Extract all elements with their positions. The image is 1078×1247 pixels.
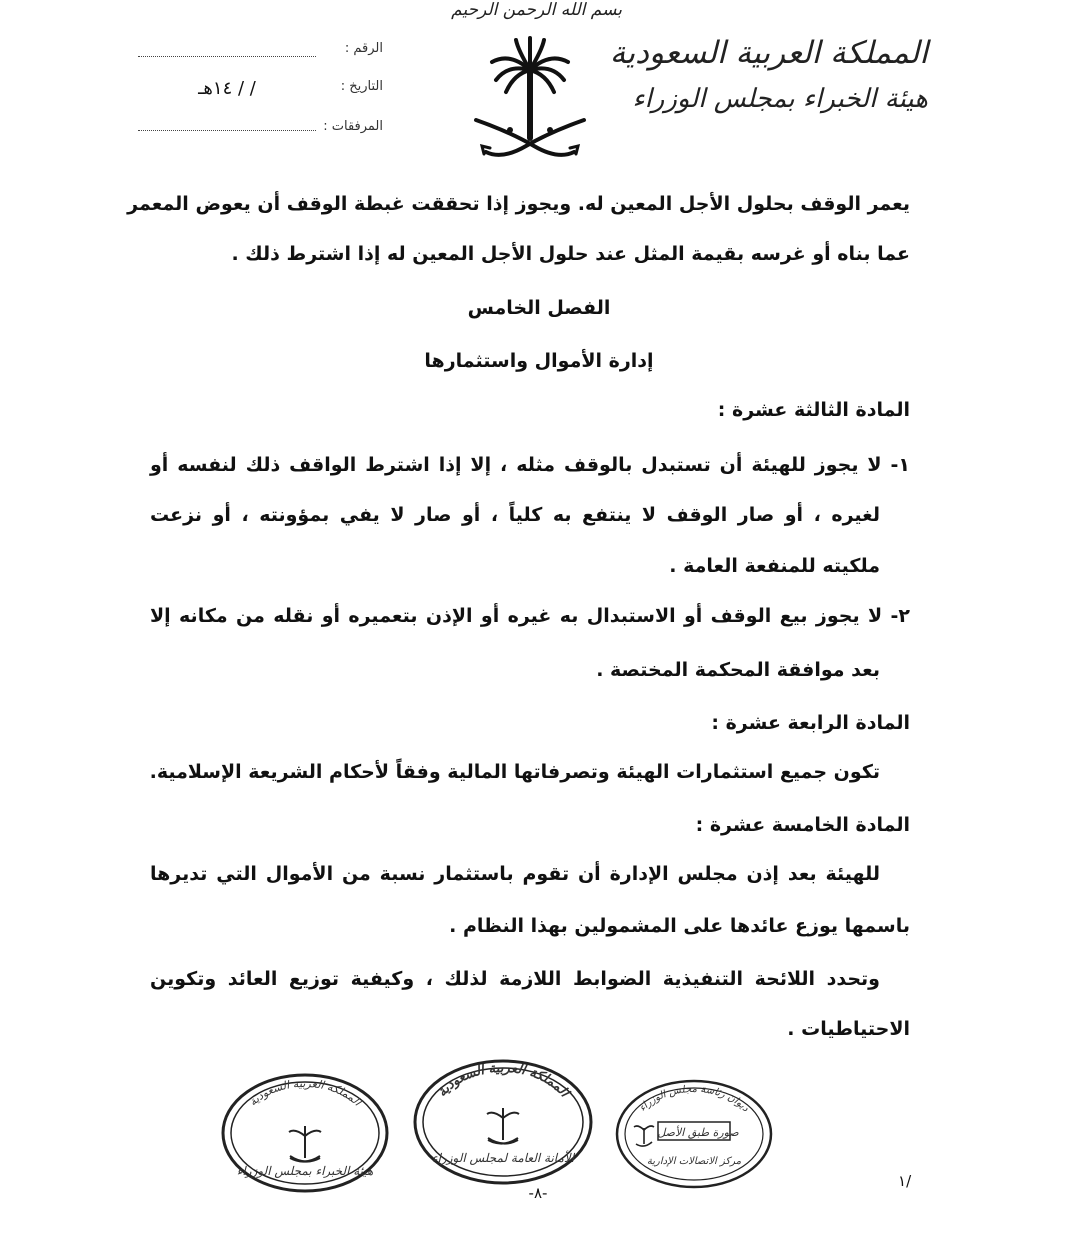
article-13-item-2-line: بعد موافقة المحكمة المختصة . (596, 659, 880, 681)
stamp-left-outer-text: المملكة العربية السعودية (246, 1076, 364, 1109)
stamp-middle-inner-text: الأمانة العامة لمجلس الوزراء (431, 1151, 575, 1165)
date-label: التاريخ : (340, 79, 383, 94)
article-15-para-2-line: الاحتياطيات . (787, 1018, 910, 1040)
attachments-line (138, 130, 316, 131)
chapter-subtitle: إدارة الأموال واستثمارها (424, 350, 654, 372)
reference-number-line (138, 56, 316, 57)
body-line: عما بناه أو غرسه بقيمة المثل عند حلول الأجل المعين له إذا اشترط ذلك . (231, 243, 910, 265)
stamp-general-secretariat (412, 1058, 594, 1186)
article-13-heading: المادة الثالثة عشرة : (717, 399, 910, 421)
palm-icon (289, 1126, 321, 1162)
date-value: / / ١٤هـ (198, 78, 256, 99)
attachments-label: المرفقات : (323, 119, 383, 134)
article-15-para-1-line: باسمها يوزع عائدها على المشمولين بهذا النظام . (449, 915, 910, 937)
corner-mark: ١/ (898, 1172, 912, 1190)
kingdom-name: المملكة العربية السعودية (609, 35, 928, 71)
article-13-item-1-line: ملكيته للمنفعة العامة . (669, 555, 880, 577)
palm-icon (487, 1108, 519, 1144)
stamp-right-band-text: صورة طبق الأصل (657, 1126, 739, 1139)
stamp-admin-communications (614, 1078, 774, 1190)
body-line: يعمر الوقف بحلول الأجل المعين له. ويجوز إذا تحققت غبطة الوقف أن يعوض المعمر (127, 193, 910, 215)
article-14-line: تكون جميع استثمارات الهيئة وتصرفاتها المالية وفقاً لأحكام الشريعة الإسلامية. (149, 761, 880, 783)
article-13-item-1-line: ١- لا يجوز للهيئة أن تستبدل بالوقف مثله ، إلا إذا اشترط الواقف ذلك لنفسه أو (150, 454, 910, 476)
stamp-left-inner-text: هيئة الخبراء بمجلس الوزراء (236, 1164, 374, 1178)
stamp-right-inner-text: مركز الاتصالات الإدارية (646, 1156, 742, 1167)
chapter-title: الفصل الخامس (467, 297, 611, 319)
svg-text:المملكة العربية السعودية (435, 1061, 573, 1102)
article-15-heading: المادة الخامسة عشرة : (695, 814, 910, 836)
article-14-heading: المادة الرابعة عشرة : (711, 712, 910, 734)
authority-name: هيئة الخبراء بمجلس الوزراء (632, 84, 928, 114)
palm-icon (634, 1126, 654, 1146)
stamp-experts-commission (220, 1072, 390, 1194)
stamp-middle-outer-text: المملكة العربية السعودية (434, 1060, 572, 1100)
article-13-item-2-line: ٢- لا يجوز بيع الوقف أو الاستبدال به غيره أو الإذن بتعميره أو نقله من مكانه إلا (150, 605, 910, 627)
article-15-para-2-line: وتحدد اللائحة التنفيذية الضوابط اللازمة لذلك ، وكيفية توزيع العائد وتكوين (150, 968, 880, 990)
reference-number-label: الرقم : (344, 41, 383, 56)
article-13-item-1-line: لغيره ، أو صار الوقف لا ينتفع به كلياً ، أو صار لا يفي بمؤونته ، أو نزعت (150, 504, 880, 526)
stamp-right-outer-text: ديوان رئاسة مجلس الوزراء (637, 1083, 751, 1115)
saudi-emblem-icon (470, 34, 590, 166)
page-number: -٨- (528, 1184, 548, 1202)
bismillah: بسم الله الرحمن الرحيم (451, 0, 622, 20)
article-15-para-1-line: للهيئة بعد إذن مجلس الإدارة أن تقوم باستثمار نسبة من الأموال التي تديرها (150, 863, 880, 885)
